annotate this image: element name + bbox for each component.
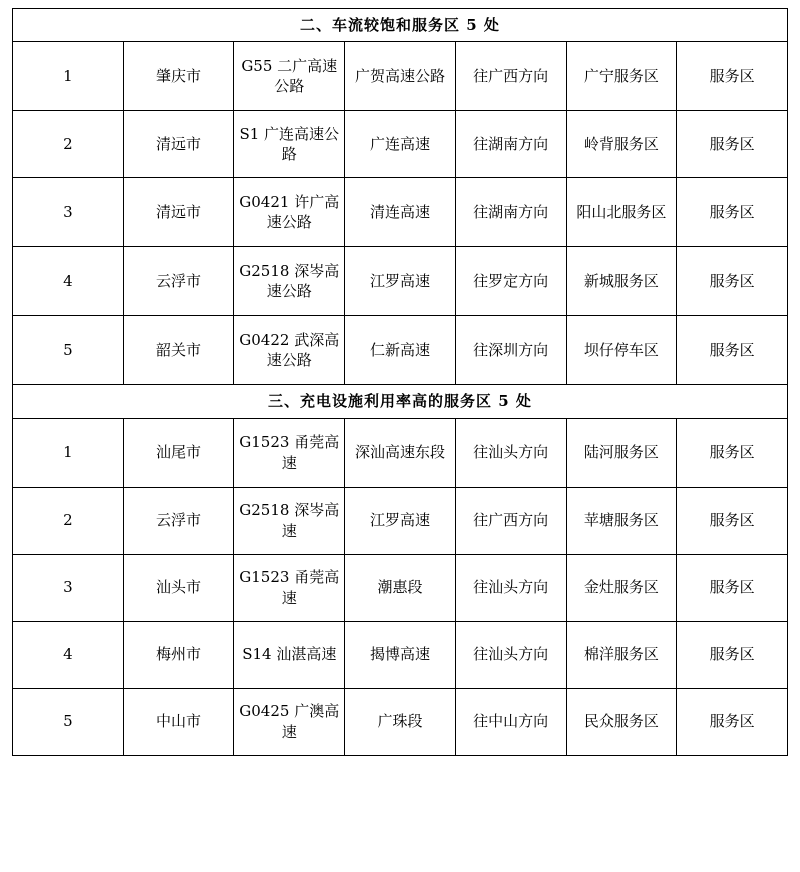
row-road: S14 汕湛高速 [234, 621, 345, 688]
row-type: 服务区 [677, 487, 788, 554]
row-index: 2 [13, 487, 124, 554]
table-row [13, 42, 788, 111]
row-city: 韶关市 [123, 316, 234, 385]
row-type: 服务区 [677, 554, 788, 621]
row-index: 3 [13, 554, 124, 621]
row-segment: 广珠段 [345, 688, 456, 755]
row-road: G0421 许广高速公路 [234, 178, 345, 247]
row-road: G2518 深岑高速 [234, 487, 345, 554]
row-type: 服务区 [677, 111, 788, 178]
row-city: 汕尾市 [123, 418, 234, 487]
table-row [13, 111, 788, 178]
row-segment: 广贺高速公路 [345, 42, 456, 111]
section-heading: 二、车流较饱和服务区 5 处 [13, 9, 788, 42]
row-index: 1 [13, 42, 124, 111]
table-row [13, 316, 788, 385]
row-road: G0422 武深高速公路 [234, 316, 345, 385]
row-road: G55 二广高速公路 [234, 42, 345, 111]
row-index: 1 [13, 418, 124, 487]
row-road: S1 广连高速公路 [234, 111, 345, 178]
row-service-area: 棉洋服务区 [566, 621, 677, 688]
row-road: G0425 广澳高速 [234, 688, 345, 755]
row-segment: 江罗高速 [345, 247, 456, 316]
row-service-area: 坝仔停车区 [566, 316, 677, 385]
row-type: 服务区 [677, 247, 788, 316]
row-index: 4 [13, 247, 124, 316]
row-type: 服务区 [677, 178, 788, 247]
row-segment: 清连高速 [345, 178, 456, 247]
row-city: 云浮市 [123, 247, 234, 316]
row-service-area: 陆河服务区 [566, 418, 677, 487]
row-direction: 往汕头方向 [455, 418, 566, 487]
row-service-area: 苹塘服务区 [566, 487, 677, 554]
row-index: 5 [13, 316, 124, 385]
row-type: 服务区 [677, 316, 788, 385]
row-index: 5 [13, 688, 124, 755]
row-service-area: 阳山北服务区 [566, 178, 677, 247]
row-city: 云浮市 [123, 487, 234, 554]
row-type: 服务区 [677, 688, 788, 755]
row-service-area: 民众服务区 [566, 688, 677, 755]
row-service-area: 新城服务区 [566, 247, 677, 316]
section-heading-row [13, 385, 788, 418]
row-service-area: 岭背服务区 [566, 111, 677, 178]
row-city: 汕头市 [123, 554, 234, 621]
row-segment: 深汕高速东段 [345, 418, 456, 487]
table-row [13, 418, 788, 487]
row-city: 梅州市 [123, 621, 234, 688]
row-direction: 往湖南方向 [455, 111, 566, 178]
row-road: G2518 深岑高速公路 [234, 247, 345, 316]
section-heading-row [13, 9, 788, 42]
row-city: 肇庆市 [123, 42, 234, 111]
row-road: G1523 甬莞高速 [234, 554, 345, 621]
row-direction: 往湖南方向 [455, 178, 566, 247]
row-segment: 广连高速 [345, 111, 456, 178]
row-service-area: 金灶服务区 [566, 554, 677, 621]
row-segment: 潮惠段 [345, 554, 456, 621]
row-city: 清远市 [123, 111, 234, 178]
table-row [13, 688, 788, 755]
row-index: 4 [13, 621, 124, 688]
row-direction: 往罗定方向 [455, 247, 566, 316]
row-direction: 往汕头方向 [455, 554, 566, 621]
row-segment: 江罗高速 [345, 487, 456, 554]
row-city: 清远市 [123, 178, 234, 247]
row-type: 服务区 [677, 42, 788, 111]
table-row [13, 247, 788, 316]
row-direction: 往广西方向 [455, 487, 566, 554]
row-direction: 往中山方向 [455, 688, 566, 755]
service-area-table [12, 8, 788, 756]
row-segment: 揭博高速 [345, 621, 456, 688]
table-row [13, 178, 788, 247]
section-heading: 三、充电设施利用率高的服务区 5 处 [13, 385, 788, 418]
table-row [13, 554, 788, 621]
row-segment: 仁新高速 [345, 316, 456, 385]
row-service-area: 广宁服务区 [566, 42, 677, 111]
row-direction: 往广西方向 [455, 42, 566, 111]
row-index: 3 [13, 178, 124, 247]
row-direction: 往深圳方向 [455, 316, 566, 385]
row-city: 中山市 [123, 688, 234, 755]
table-row [13, 621, 788, 688]
row-type: 服务区 [677, 621, 788, 688]
table-row [13, 487, 788, 554]
row-type: 服务区 [677, 418, 788, 487]
row-index: 2 [13, 111, 124, 178]
row-direction: 往汕头方向 [455, 621, 566, 688]
row-road: G1523 甬莞高速 [234, 418, 345, 487]
